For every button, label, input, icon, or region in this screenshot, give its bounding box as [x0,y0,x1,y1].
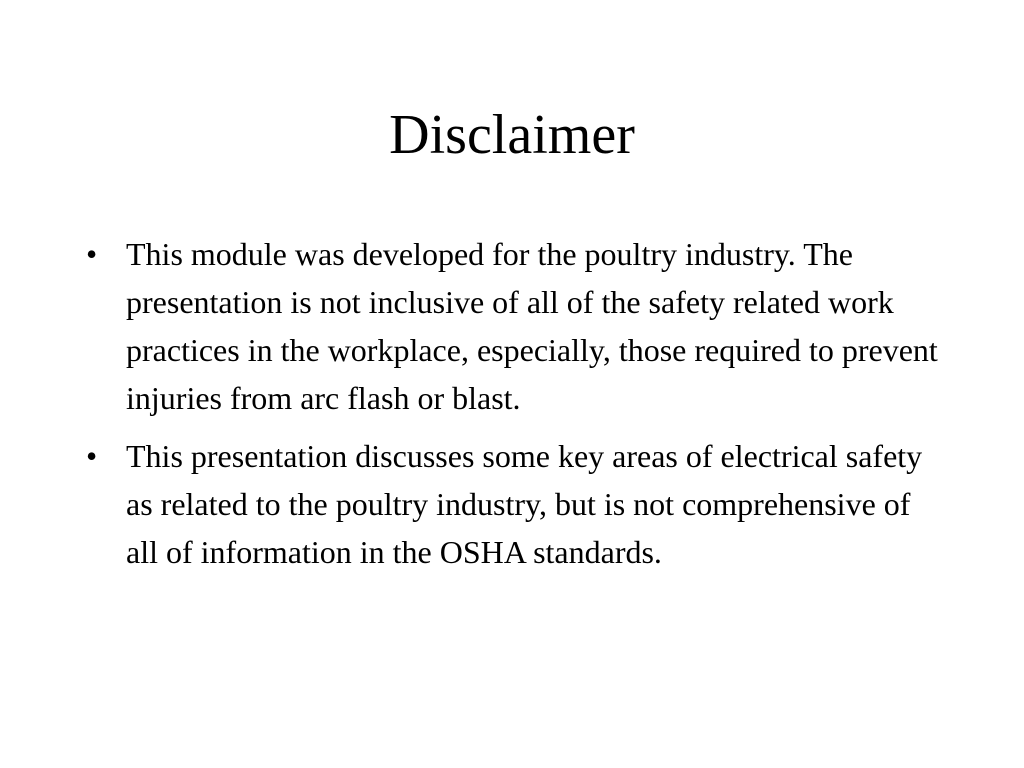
bullet-item [86,432,946,576]
bullet-icon: • [86,236,98,272]
bullet-text: This presentation discusses some key areas of electrical safety as related to the poultry industry, but is not comprehensive of all of information in the OSHA standards. [126,438,923,570]
bullet-text: This module was developed for the poultry industry. The presentation is not inclusive of all of the safety related work practices in the workplace, especially, those required to prevent injuries from arc flash or blast. [126,236,938,416]
slide-title: Disclaimer [389,104,635,166]
bullet-item [86,230,946,422]
bullet-list [86,230,946,586]
bullet-icon: • [86,438,98,474]
